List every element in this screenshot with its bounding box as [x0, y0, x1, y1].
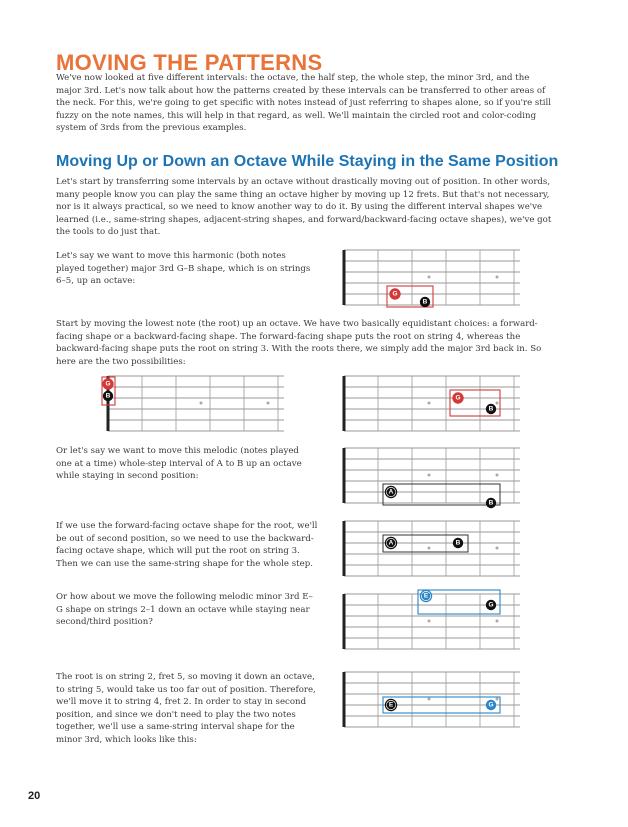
svg-text:G: G	[488, 701, 494, 709]
note-g	[486, 700, 496, 710]
intro-paragraph: We've now looked at five different intervals: the octave, the half step, the whole step, the minor 3rd, and the major 3rd. Let's now talk about how the patterns created by these intervals can be transferred to other areas of the neck. For this, we're going to get specific with notes instead of just referring to shapes alone, so if you're still fuzzy on the note names, this will help in that regard, as well. We'll maintain the circled root and color-coding system of 3rds from the previous examples.	[56, 73, 552, 134]
svg-text:A: A	[388, 539, 394, 547]
section-heading: Moving Up or Down an Octave While Staying in the Same Position	[56, 153, 559, 170]
fretboard-diagram-6	[344, 672, 520, 727]
note-root-e	[385, 699, 396, 710]
svg-text:B: B	[105, 392, 111, 400]
svg-text:B: B	[488, 499, 494, 507]
svg-text:A: A	[388, 488, 394, 496]
note-b	[420, 297, 430, 307]
paragraph-3: Start by moving the lowest note (the root) up an octave. We have two basically equidistant choices: a forward-facing shape or a backward-facing shape. The forward-facing shape puts the root on string 4, whereas the backward-facing shape puts the root on string 3. With the roots there, we simply add the major 3rd back in. So here are the two possibilities:	[56, 319, 542, 367]
paragraph-5: If we use the forward-facing octave shape for the root, we'll be out of second position, so we need to use the backward-facing octave shape, which will put the root on string 3. Then we can use the same-string shape for the whole step.	[56, 521, 318, 569]
fretboard-diagram-3	[344, 448, 520, 508]
note-b	[486, 404, 496, 414]
fretboard-diagram-2a	[102, 376, 284, 431]
paragraph-4: Or let's say we want to move this melodic (notes played one at a time) whole-step interval of A to B up an octave while staying in second position:	[56, 446, 302, 482]
note-root-a	[385, 486, 396, 497]
svg-text:B: B	[488, 405, 494, 413]
paragraph-6: Or how about we move the following melodic minor 3rd E–G shape on strings 2–1 down an octave while staying near second/third position?	[56, 592, 313, 628]
svg-text:B: B	[422, 298, 428, 306]
note-b	[103, 391, 113, 401]
fretboard-diagram-2b	[344, 376, 520, 431]
svg-text:G: G	[488, 601, 494, 609]
note-root-e	[420, 590, 431, 601]
note-b	[486, 498, 496, 508]
svg-text:B: B	[455, 539, 461, 547]
fretboard-diagram-1	[344, 250, 520, 307]
note-root-g	[390, 289, 400, 299]
page-number: 20	[28, 790, 41, 802]
svg-text:G: G	[455, 394, 461, 402]
note-root-a	[385, 537, 396, 548]
paragraph-2: Let's say we want to move this harmonic (both notes played together) major 3rd G–B shape, which is on strings 6–5, up an octave:	[56, 251, 311, 287]
note-b	[453, 538, 463, 548]
note-root-g	[103, 379, 113, 389]
note-g	[486, 600, 496, 610]
svg-text:G: G	[105, 380, 111, 388]
paragraph-7: The root is on string 2, fret 5, so moving it down an octave, to string 5, would take us too far out of position. Therefore, we'll move it to string 4, fret 2. In order to stay in second position, and since we don't need to play the two notes together, we'll use a same-string interval shape for the minor 3rd, which looks like this:	[56, 672, 316, 745]
svg-text:E: E	[388, 701, 394, 709]
paragraph-1: Let's start by transferring some intervals by an octave without drastically moving out of position. In other words, many people know you can play the same thing an octave higher by moving up 12 frets. But that's not necessary, nor is it always practical, so we need to know another way to do it. By using the different interval shapes we've learned (i.e., same-string shapes, adjacent-string shapes, and forward/backward-facing octave shapes), we've got the tools to do just that.	[56, 177, 552, 238]
fretboard-diagram-4	[344, 521, 520, 576]
page-heading: MOVING THE PATTERNS	[56, 50, 323, 75]
fretboard-diagram-5	[344, 590, 520, 649]
svg-text:G: G	[392, 290, 398, 298]
note-root-g	[453, 393, 463, 403]
svg-text:E: E	[423, 592, 429, 600]
